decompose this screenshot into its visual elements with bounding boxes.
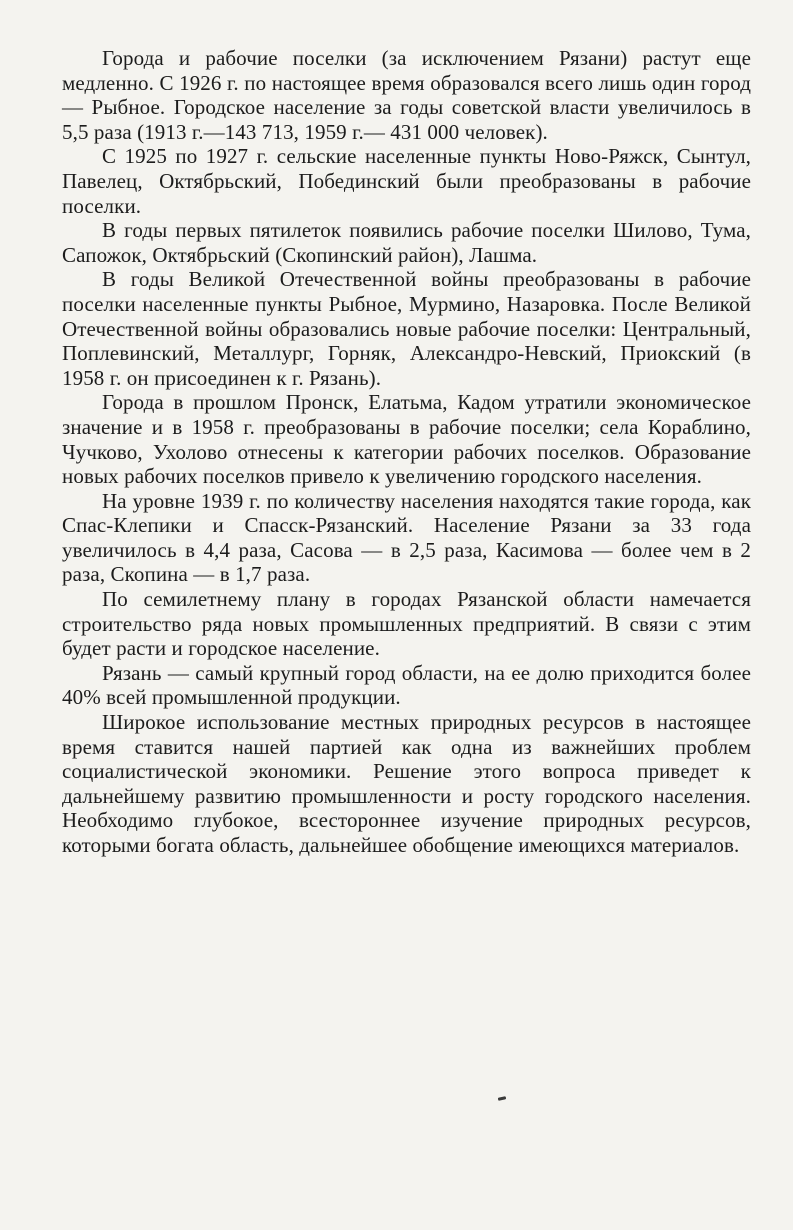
paragraph-war-years: В годы Великой Отечественной войны преобразованы в рабочие поселки населенные пункты Рыбное, Мурмино, Назаровка. После Великой Отечественной войны образовались новые рабочие поселки: Центральный, Поплевинский, Металлург, Горняк, Александро-Невский, Приокский (в 1958 г. он присоединен к г. Рязань). [62, 267, 751, 390]
paragraph-1925-1927: С 1925 по 1927 г. сельские населенные пункты Ново-Ряжск, Сынтул, Павелец, Октябрьский, Побединский были преобразованы в рабочие поселки. [62, 144, 751, 218]
paragraph-urban-growth: Города и рабочие поселки (за исключением Рязани) растут еще медленно. С 1926 г. по настоящее время образовался всего лишь один город — Рыбное. Городское население за годы советской власти увеличилось в 5,5 раза (1913 г.—143 713, 1959 г.— 431 000 человек). [62, 46, 751, 144]
paragraph-natural-resources: Широкое использование местных природных ресурсов в настоящее время ставится нашей партией как одна из важнейших проблем социалистической экономики. Решение этого вопроса приведет к дальнейшему развитию промышленности и росту городского населения. Необходимо глубокое, всестороннее изучение природных ресурсов, которыми богата область, дальнейшее обобщение имеющихся материалов. [62, 710, 751, 857]
paragraph-five-year-plans: В годы первых пятилеток появились рабочие поселки Шилово, Тума, Сапожок, Октябрьский (Скопинский район), Лашма. [62, 218, 751, 267]
paragraph-ryazan-share: Рязань — самый крупный город области, на ее долю приходится более 40% всей промышленной продукции. [62, 660, 751, 710]
paragraph-seven-year-plan: По семилетнему плану в городах Рязанской области намечается строительство ряда новых промышленных предприятий. В связи с этим будет расти и городское население. [62, 587, 751, 661]
print-speck [498, 1096, 506, 1101]
document-body [62, 46, 751, 858]
paragraph-1939-level: На уровне 1939 г. по количеству населения находятся такие города, как Спас-Клепики и Спасск-Рязанский. Население Рязани за 33 года увеличилось в 4,4 раза, Сасова — в 2,5 раза, Касимова — более чем в 2 раза, Скопина — в 1,7 раза. [62, 488, 751, 587]
paragraph-former-towns: Города в прошлом Пронск, Елатьма, Кадом утратили экономическое значение и в 1958 г. преобразованы в рабочие поселки; села Кораблино, Чучково, Ухолово отнесены к категории рабочих поселков. Образование новых рабочих поселков привело к увеличению городского населения. [62, 390, 751, 489]
